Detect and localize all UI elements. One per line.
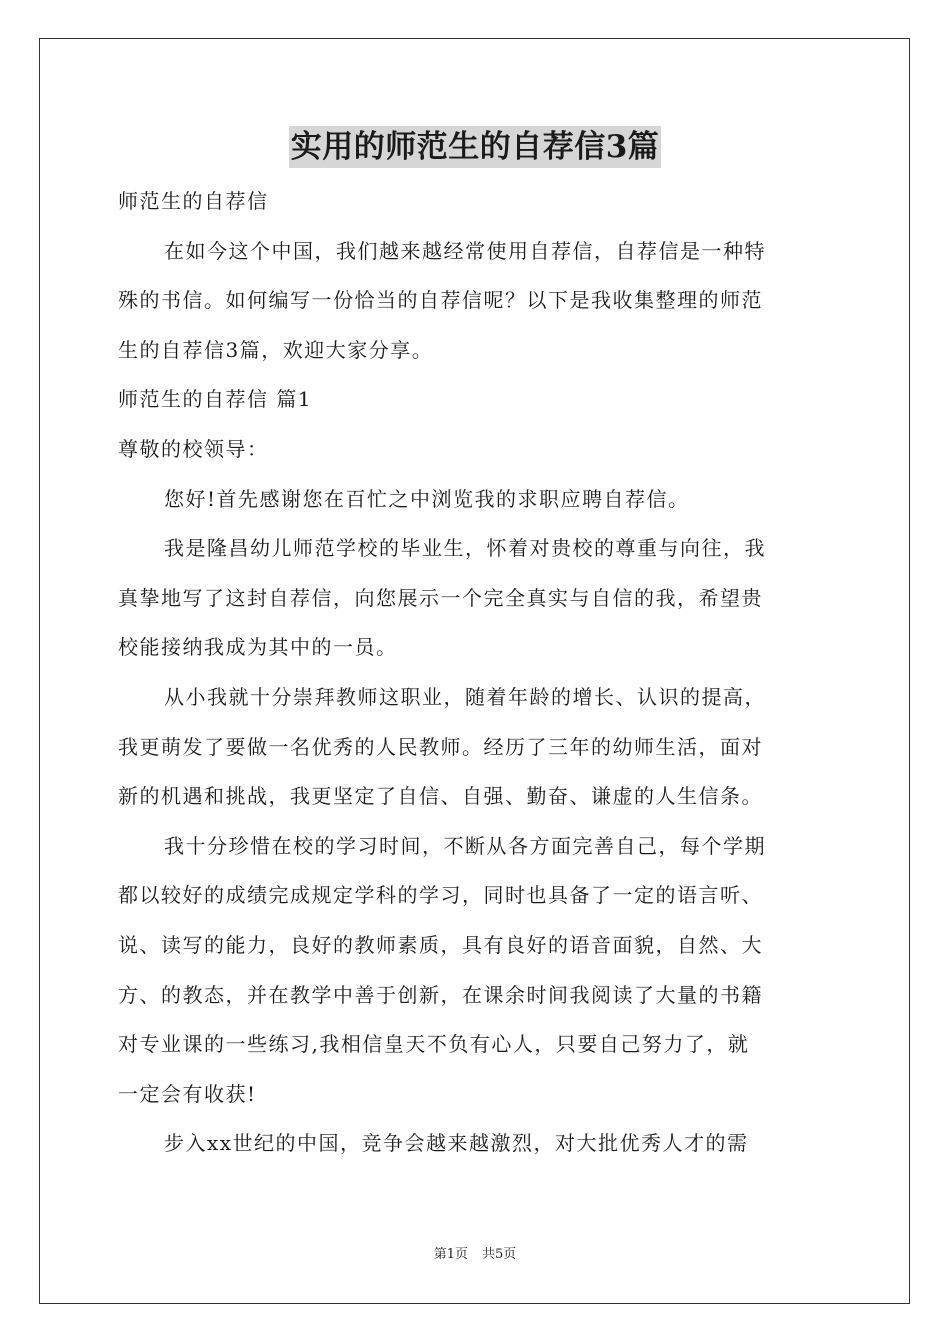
text-line: 一定会有收获! — [118, 1081, 257, 1106]
text-line: 殊的书信。如何编写一份恰当的自荐信呢？以下是我收集整理的师范 — [118, 288, 763, 313]
text-line: 方、的教态，并在教学中善于创新，在课余时间我阅读了大量的书籍 — [118, 982, 763, 1007]
text-line: 尊敬的校领导： — [118, 436, 269, 461]
text-line: 对专业课的一些练习,我相信皇天不负有心人，只要自己努力了，就 — [118, 1032, 750, 1057]
text-line: 师范生的自荐信 篇1 — [118, 387, 313, 412]
text-line: 您好!首先感谢您在百忙之中浏览我的求职应聘自荐信。 — [164, 486, 690, 511]
text-line: 生的自荐信3篇，欢迎大家分享。 — [118, 337, 434, 362]
text-line: 真挚地写了这封自荐信，向您展示一个完全真实与自信的我，希望贵 — [118, 585, 763, 610]
text-line: 校能接纳我成为其中的一员。 — [118, 635, 398, 660]
text-line: 说、读写的能力，良好的教师素质，具有良好的语音面貌，自然、大 — [118, 932, 763, 957]
text-line: 新的机遇和挑战，我更坚定了自信、自强、勤奋、谦虚的人生信条。 — [118, 784, 763, 809]
text-line: 在如今这个中国，我们越来越经常使用自荐信，自荐信是一种特 — [164, 238, 766, 263]
page-footer — [0, 1246, 950, 1264]
text-line: 我是隆昌幼儿师范学校的毕业生，怀着对贵校的尊重与向往，我 — [164, 536, 766, 561]
document-title: 实用的师范生的自荐信3篇 — [289, 126, 662, 168]
text-line: 我十分珍惜在校的学习时间，不断从各方面完善自己，每个学期 — [164, 833, 766, 858]
text-line: 从小我就十分崇拜教师这职业，随着年龄的增长、认识的提高， — [164, 684, 766, 709]
text-line: 师范生的自荐信 — [118, 189, 269, 213]
text-line: 都以较好的成绩完成规定学科的学习，同时也具备了一定的语言听、 — [118, 883, 763, 908]
text-line: 步入xx世纪的中国，竞争会越来越激烈，对大批优秀人才的需 — [164, 1131, 749, 1156]
page-number-total: 共5页 — [482, 1247, 517, 1262]
document-body — [118, 177, 834, 1169]
text-line: 我更萌发了要做一名优秀的人民教师。经历了三年的幼师生活，面对 — [118, 734, 763, 759]
title-container — [0, 126, 950, 168]
page-number-current: 第1页 — [433, 1247, 468, 1262]
